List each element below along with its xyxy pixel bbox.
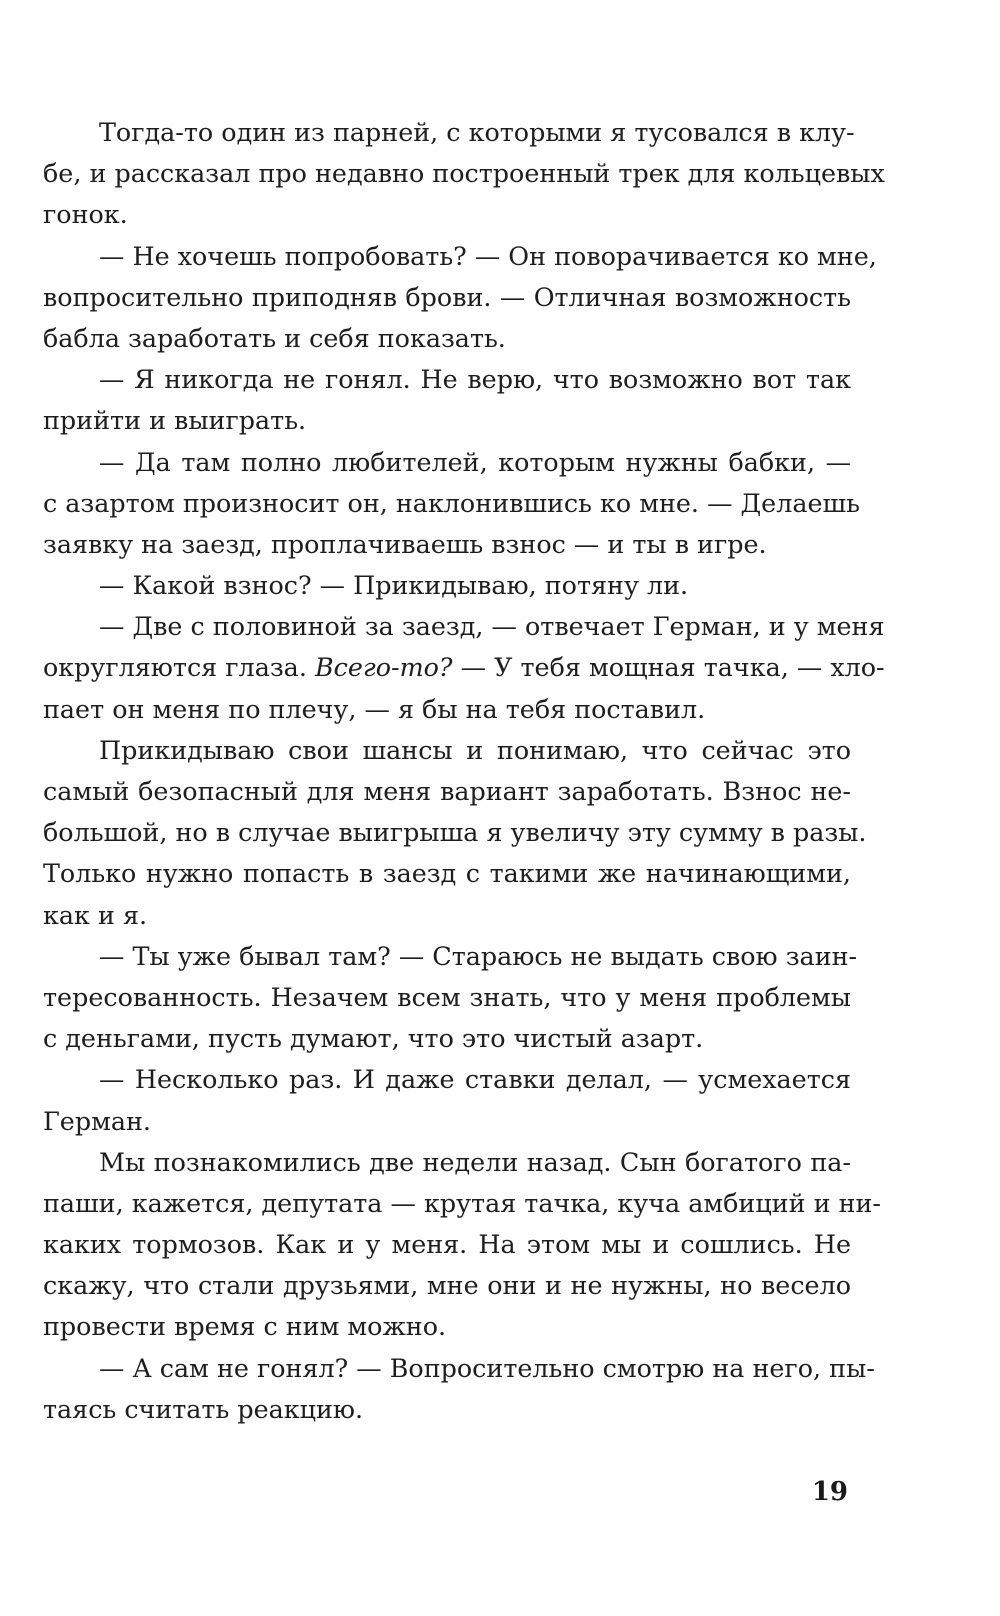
text-segment: — У тебя мощная тачка, — хло- [460, 652, 885, 683]
text-segment: округляются глаза. [43, 652, 307, 683]
paragraph [43, 1348, 875, 1430]
page-number: 19 [811, 1477, 848, 1507]
text-line: Мы познакомились две недели назад. Сын богатого па- [99, 1146, 851, 1177]
paragraph [43, 359, 851, 441]
text-line: прийти и выиграть. [43, 405, 307, 436]
text-line: — Ты уже бывал там? — Стараюсь не выдать свою заин- [99, 940, 858, 971]
paragraph [43, 606, 885, 730]
text-line: каких тормозов. Как и у меня. На этом мы и сошлись. Не [43, 1229, 851, 1260]
text-line: с деньгами, пусть думают, что это чистый азарт. [43, 1023, 704, 1054]
text-line: — А сам не гонял? — Вопросительно смотрю на него, пы- [99, 1352, 875, 1383]
text-line: — Да там полно любителей, которым нужны бабки, — [99, 446, 851, 477]
text-line: паши, кажется, депутата — крутая тачка, куча амбиций и ни- [43, 1187, 881, 1218]
paragraph [43, 1059, 851, 1141]
text-line: Только нужно попасть в заезд с такими же начинающими, [43, 858, 851, 889]
text-line: большой, но в случае выигрыша я увеличу эту сумму в разы. [43, 817, 867, 848]
text-line: Герман. [43, 1105, 151, 1136]
italic-text: Всего-то? [314, 652, 453, 683]
paragraph [43, 565, 851, 606]
text-line: пает он меня по плечу, — я бы на тебя поставил. [43, 693, 706, 724]
text-line: как и я. [43, 899, 148, 930]
text-line: заявку на заезд, проплачиваешь взнос — и ты в игре. [43, 528, 767, 559]
text-line: — Две с половиной за заезд, — отвечает Герман, и у меня [99, 611, 885, 642]
body-text [43, 112, 885, 1430]
paragraph [43, 112, 885, 236]
text-line: гонок. [43, 199, 128, 230]
text-line: — Я никогда не гонял. Не верю, что возможно вот так [99, 364, 851, 395]
text-line: самый безопасный для меня вариант заработать. Взнос не- [43, 776, 851, 806]
paragraph [43, 442, 860, 566]
text-line [43, 647, 885, 688]
text-line: — Какой взнос? — Прикидываю, потяну ли. [99, 570, 689, 601]
text-line: провести время с ним можно. [43, 1311, 447, 1342]
paragraph [43, 730, 867, 936]
text-line: — Несколько раз. И даже ставки делал, — усмехается [99, 1064, 851, 1095]
paragraph [43, 936, 858, 1060]
paragraph [43, 1142, 881, 1348]
text-line: Тогда-то один из парней, с которыми я тусовался в клу- [99, 117, 855, 147]
text-line: тересованность. Незачем всем знать, что у меня проблемы [43, 981, 851, 1012]
text-line: с азартом произносит он, наклонившись ко мне. — Делаешь [43, 487, 860, 518]
text-line: скажу, что стали друзьями, мне они и не нужны, но весело [43, 1270, 851, 1301]
text-line: таясь считать реакцию. [43, 1393, 364, 1424]
paragraph [43, 236, 877, 360]
text-line: бабла заработать и себя показать. [43, 322, 506, 353]
text-line: — Не хочешь попробовать? — Он поворачивается ко мне, [99, 240, 877, 271]
text-line: Прикидываю свои шансы и понимаю, что сейчас это [99, 734, 851, 765]
text-line: бе, и рассказал про недавно построенный трек для кольцевых [43, 158, 885, 189]
text-line: вопросительно приподняв брови. — Отличная возможность [43, 281, 851, 312]
